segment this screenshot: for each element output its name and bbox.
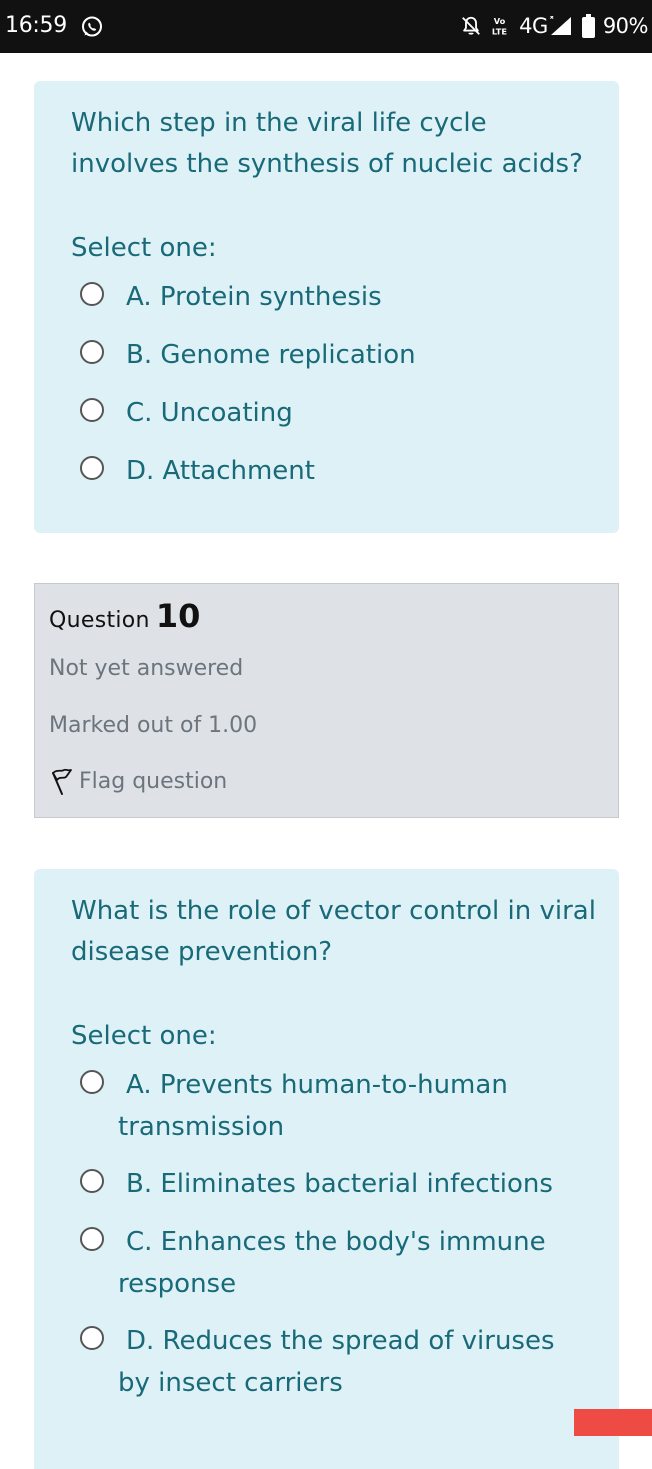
battery-percent: 90% bbox=[602, 14, 648, 38]
answer-option-a[interactable] bbox=[80, 1064, 590, 1148]
radio-button[interactable] bbox=[80, 456, 104, 480]
answer-option-d[interactable] bbox=[80, 1320, 590, 1404]
question-10-info bbox=[34, 583, 619, 818]
flag-icon[interactable] bbox=[49, 767, 75, 797]
status-bar bbox=[0, 0, 652, 53]
question-9-content bbox=[34, 81, 619, 533]
status-right-group bbox=[460, 10, 648, 42]
answer-label[interactable]: B. Eliminates bacterial infections bbox=[126, 1169, 553, 1199]
floating-action-tab[interactable] bbox=[574, 1409, 652, 1436]
bell-off-icon bbox=[460, 15, 482, 37]
svg-text:LTE: LTE bbox=[492, 26, 508, 37]
radio-button[interactable] bbox=[80, 1169, 104, 1193]
question-number-heading bbox=[49, 598, 200, 640]
answer-label[interactable]: D. Reduces the spread of viruses by insect carriers bbox=[118, 1326, 555, 1398]
radio-button[interactable] bbox=[80, 1326, 104, 1350]
flag-question-label[interactable]: Flag question bbox=[79, 769, 228, 794]
svg-text:Vo: Vo bbox=[493, 16, 506, 27]
radio-button[interactable] bbox=[80, 1227, 104, 1251]
question-word: Question bbox=[49, 608, 150, 633]
question-10-content bbox=[34, 869, 619, 1469]
select-one-label: Select one: bbox=[71, 1021, 217, 1051]
network-type: 4G bbox=[519, 14, 548, 38]
question-text: What is the role of vector control in viral disease prevention? bbox=[71, 896, 596, 967]
answer-option-b[interactable] bbox=[80, 1163, 590, 1205]
signal-icon bbox=[550, 16, 572, 36]
flag-question-link[interactable] bbox=[49, 767, 227, 797]
answer-label[interactable]: C. Uncoating bbox=[126, 398, 293, 428]
radio-button[interactable] bbox=[80, 340, 104, 364]
marks-info: Marked out of 1.00 bbox=[49, 713, 258, 738]
answer-option-b[interactable] bbox=[80, 334, 590, 376]
whatsapp-icon bbox=[80, 15, 104, 39]
volte-icon bbox=[491, 15, 513, 37]
answer-option-a[interactable] bbox=[80, 276, 590, 318]
answer-label[interactable]: A. Prevents human-to-human transmission bbox=[118, 1070, 508, 1142]
answer-label[interactable]: C. Enhances the body's immune response bbox=[118, 1227, 546, 1299]
question-text: Which step in the viral life cycle involves the synthesis of nucleic acids? bbox=[71, 108, 583, 179]
question-number: 10 bbox=[155, 597, 201, 635]
battery-icon bbox=[582, 14, 595, 38]
radio-button[interactable] bbox=[80, 398, 104, 422]
answer-label[interactable]: B. Genome replication bbox=[126, 340, 416, 370]
answer-option-c[interactable] bbox=[80, 392, 590, 434]
status-time: 16:59 bbox=[5, 13, 67, 38]
radio-button[interactable] bbox=[80, 282, 104, 306]
select-one-label: Select one: bbox=[71, 233, 217, 263]
radio-button[interactable] bbox=[80, 1070, 104, 1094]
answer-option-d[interactable] bbox=[80, 450, 590, 492]
answer-label[interactable]: A. Protein synthesis bbox=[126, 282, 382, 312]
answer-label[interactable]: D. Attachment bbox=[126, 456, 315, 486]
answer-option-c[interactable] bbox=[80, 1221, 590, 1305]
answer-state: Not yet answered bbox=[49, 656, 244, 681]
